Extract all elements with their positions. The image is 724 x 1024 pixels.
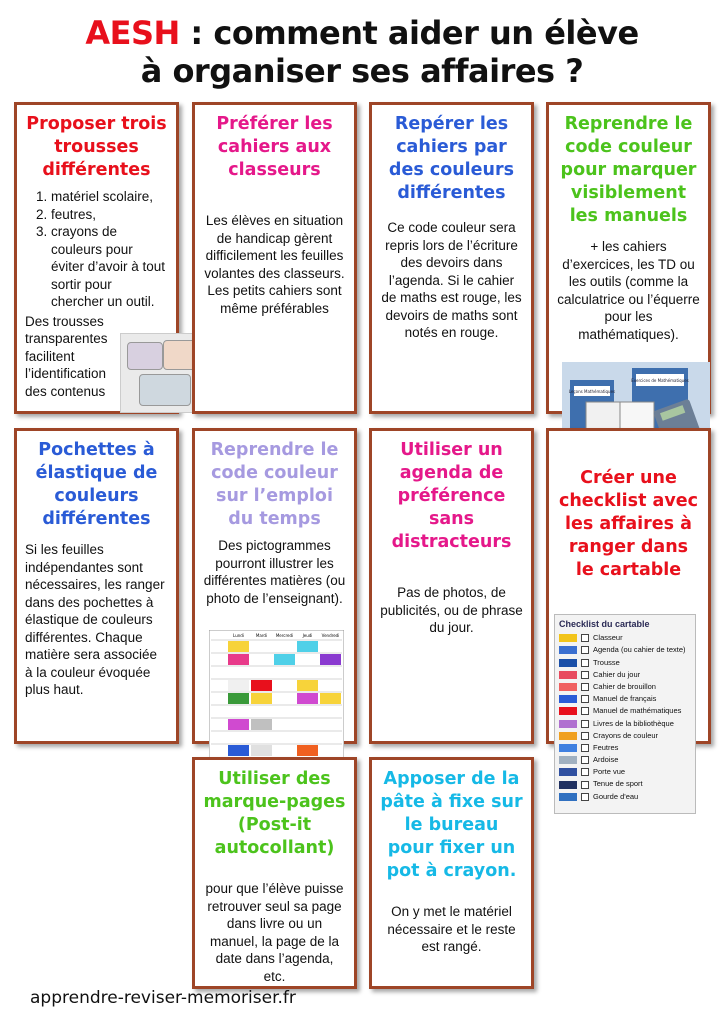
card-heading: Créer une checklist avec les affaires à ranger dans le cartable xyxy=(558,468,699,580)
checklist-item-pictogram xyxy=(559,634,577,642)
checklist-item xyxy=(559,632,691,644)
checklist-item xyxy=(559,705,691,717)
card-text: Des pictogrammes pourront illustrer les différentes matières (ou photo de l’enseignant). xyxy=(203,538,346,606)
card-heading: Utiliser un agenda de préférence sans distracteurs xyxy=(391,440,512,552)
card-heading: Pochettes à élastique de couleurs différentes xyxy=(35,440,158,529)
card-agenda xyxy=(369,428,534,744)
checklist-item xyxy=(559,657,691,669)
checklist-item-pictogram xyxy=(559,646,577,654)
timetable-day-label: Mercredi xyxy=(275,633,294,638)
card-cahiers xyxy=(192,102,357,414)
timetable-cell xyxy=(228,693,249,704)
list-item: 1. matériel scolaire, xyxy=(51,188,168,206)
card-text: pour que l’élève puisse retrouver seul sa page dans livre ou un manuel, la page de la date dans l’agenda, etc. xyxy=(205,881,344,984)
checklist-item xyxy=(559,754,691,766)
timetable-day-label: Vendredi xyxy=(321,633,340,638)
timetable-cell xyxy=(251,693,272,704)
checklist-item xyxy=(559,742,691,754)
checklist-sheet xyxy=(554,614,696,814)
checklist-item-label: Cahier de brouillon xyxy=(593,681,656,691)
checkbox[interactable] xyxy=(581,720,589,728)
checklist-item-label: Gourde d'eau xyxy=(593,791,639,801)
checkbox[interactable] xyxy=(581,634,589,642)
card-text: Si les feuilles indépendantes sont nécessaires, les ranger dans des pochettes à élastique de couleurs différentes. Chaque matière sera associée à la couleur évoquée plus haut. xyxy=(25,542,165,697)
checkbox[interactable] xyxy=(581,695,589,703)
checklist-title: Checklist du cartable xyxy=(559,619,650,629)
card-heading: Repérer les cahiers par des couleurs différentes xyxy=(388,114,515,203)
checklist-item xyxy=(559,718,691,730)
checklist-item-label: Agenda (ou cahier de texte) xyxy=(593,645,686,655)
card-text: Ce code couleur sera repris lors de l’écriture des devoirs dans l’agenda. Si le cahier de maths est rouge, les devoirs de maths sont notés en rouge. xyxy=(381,220,522,340)
checklist-item-pictogram xyxy=(559,659,577,667)
timetable-cell xyxy=(297,693,318,704)
card-heading: Reprendre le code couleur pour marquer visiblement les manuels xyxy=(560,114,697,226)
card-text: Des trousses transparentes facilitent l’identification des contenus xyxy=(25,313,108,399)
checklist-item xyxy=(559,778,691,790)
checklist-item-pictogram xyxy=(559,683,577,691)
checklist-item-label: Tenue de sport xyxy=(593,779,643,789)
checklist-item-label: Manuel de mathématiques xyxy=(593,706,682,716)
card-text: + les cahiers d’exercices, les TD ou les outils (comme la calculatrice ou l’équerre pour les mathématiques). xyxy=(557,239,700,342)
title-line1: : comment aider un élève xyxy=(179,14,639,52)
checklist-item xyxy=(559,730,691,742)
timetable-cell xyxy=(274,654,295,665)
checklist-item xyxy=(559,669,691,681)
checklist-item xyxy=(559,693,691,705)
checklist-items xyxy=(559,632,691,803)
card-marque xyxy=(192,757,357,989)
footer-url[interactable]: apprendre-reviser-memoriser.fr xyxy=(30,988,296,1008)
list-item: 2. feutres, xyxy=(51,206,168,224)
checklist-item-pictogram xyxy=(559,793,577,801)
card-pochettes xyxy=(14,428,179,744)
checkbox[interactable] xyxy=(581,744,589,752)
checkbox[interactable] xyxy=(581,671,589,679)
checklist-item-pictogram xyxy=(559,756,577,764)
card-text: Les élèves en situation de handicap gèrent difficilement les feuilles volantes des classeurs. Les petits cahiers sont même préférables xyxy=(204,213,345,316)
checklist-item-label: Feutres xyxy=(593,742,619,752)
card-heading: Reprendre le code couleur sur l’emploi du temps xyxy=(210,440,339,529)
checkbox[interactable] xyxy=(581,683,589,691)
timetable-cell xyxy=(228,719,249,730)
checkbox[interactable] xyxy=(581,768,589,776)
timetable-cell xyxy=(320,693,341,704)
card-text: On y met le matériel nécessaire et le reste est rangé. xyxy=(387,904,516,954)
checkbox[interactable] xyxy=(581,646,589,654)
timetable-day-label: Lundi xyxy=(233,633,244,638)
checklist-item-pictogram xyxy=(559,707,577,715)
timetable-cell xyxy=(251,680,272,691)
checklist-item-label: Cahier du jour xyxy=(593,669,641,679)
pouch-image xyxy=(139,374,191,406)
timetable-cell xyxy=(297,745,318,756)
card-heading: Préférer les cahiers aux classeurs xyxy=(216,114,333,180)
card-text: Pas de photos, de publicités, ou de phrase du jour. xyxy=(380,585,523,635)
checklist-item-pictogram xyxy=(559,732,577,740)
checklist-item-pictogram xyxy=(559,744,577,752)
checkbox[interactable] xyxy=(581,707,589,715)
checklist-item-label: Classeur xyxy=(593,633,623,643)
list-item: 3. crayons de couleurs pour éviter d’avoir à tout sortir pour chercher un outil. xyxy=(51,223,168,311)
checklist-item-pictogram xyxy=(559,781,577,789)
card-heading: Proposer trois trousses différentes xyxy=(26,114,167,180)
timetable-cell xyxy=(320,654,341,665)
checklist-item-pictogram xyxy=(559,671,577,679)
checkbox[interactable] xyxy=(581,659,589,667)
checklist-item-label: Trousse xyxy=(593,657,620,667)
card-pate xyxy=(369,757,534,989)
title-acronym: AESH xyxy=(85,14,180,52)
trousses-list xyxy=(25,188,168,311)
checklist-item xyxy=(559,766,691,778)
timetable-cell xyxy=(251,719,272,730)
checklist-item-pictogram xyxy=(559,695,577,703)
checkbox[interactable] xyxy=(581,781,589,789)
checklist-item-pictogram xyxy=(559,768,577,776)
timetable-cell xyxy=(297,680,318,691)
checklist-item-label: Livres de la bibliothèque xyxy=(593,718,674,728)
timetable-illustration xyxy=(209,630,344,760)
checkbox[interactable] xyxy=(581,732,589,740)
checklist-item xyxy=(559,644,691,656)
book-left-label: Leçons Mathématiques xyxy=(568,389,616,394)
timetable-cell xyxy=(251,745,272,756)
title-line2: à organiser ses affaires ? xyxy=(140,52,584,90)
timetable-cell xyxy=(228,745,249,756)
book-right-label: Exercices de Mathématiques xyxy=(631,378,689,383)
page-title xyxy=(0,14,724,90)
checklist-item-label: Ardoise xyxy=(593,755,619,765)
timetable-cell xyxy=(297,641,318,652)
card-heading: Utiliser des marque-pages (Post-it autocollant) xyxy=(203,769,346,858)
card-heading: Apposer de la pâte à fixe sur le bureau pour fixer un pot à crayon. xyxy=(380,769,523,881)
timetable-day-label: Jeudi xyxy=(302,633,313,638)
pouch-image xyxy=(127,342,163,370)
card-reperer xyxy=(369,102,534,414)
timetable-cell xyxy=(228,654,249,665)
timetable-cell xyxy=(228,680,249,691)
timetable-day-label: Mardi xyxy=(255,633,268,638)
checklist-item xyxy=(559,681,691,693)
checklist-item-label: Manuel de français xyxy=(593,694,657,704)
checklist-item xyxy=(559,791,691,803)
checklist-item-label: Porte vue xyxy=(593,767,626,777)
checkbox[interactable] xyxy=(581,756,589,764)
checklist-item-pictogram xyxy=(559,720,577,728)
checkbox[interactable] xyxy=(581,793,589,801)
timetable-cell xyxy=(228,641,249,652)
checklist-item-label: Crayons de couleur xyxy=(593,730,659,740)
